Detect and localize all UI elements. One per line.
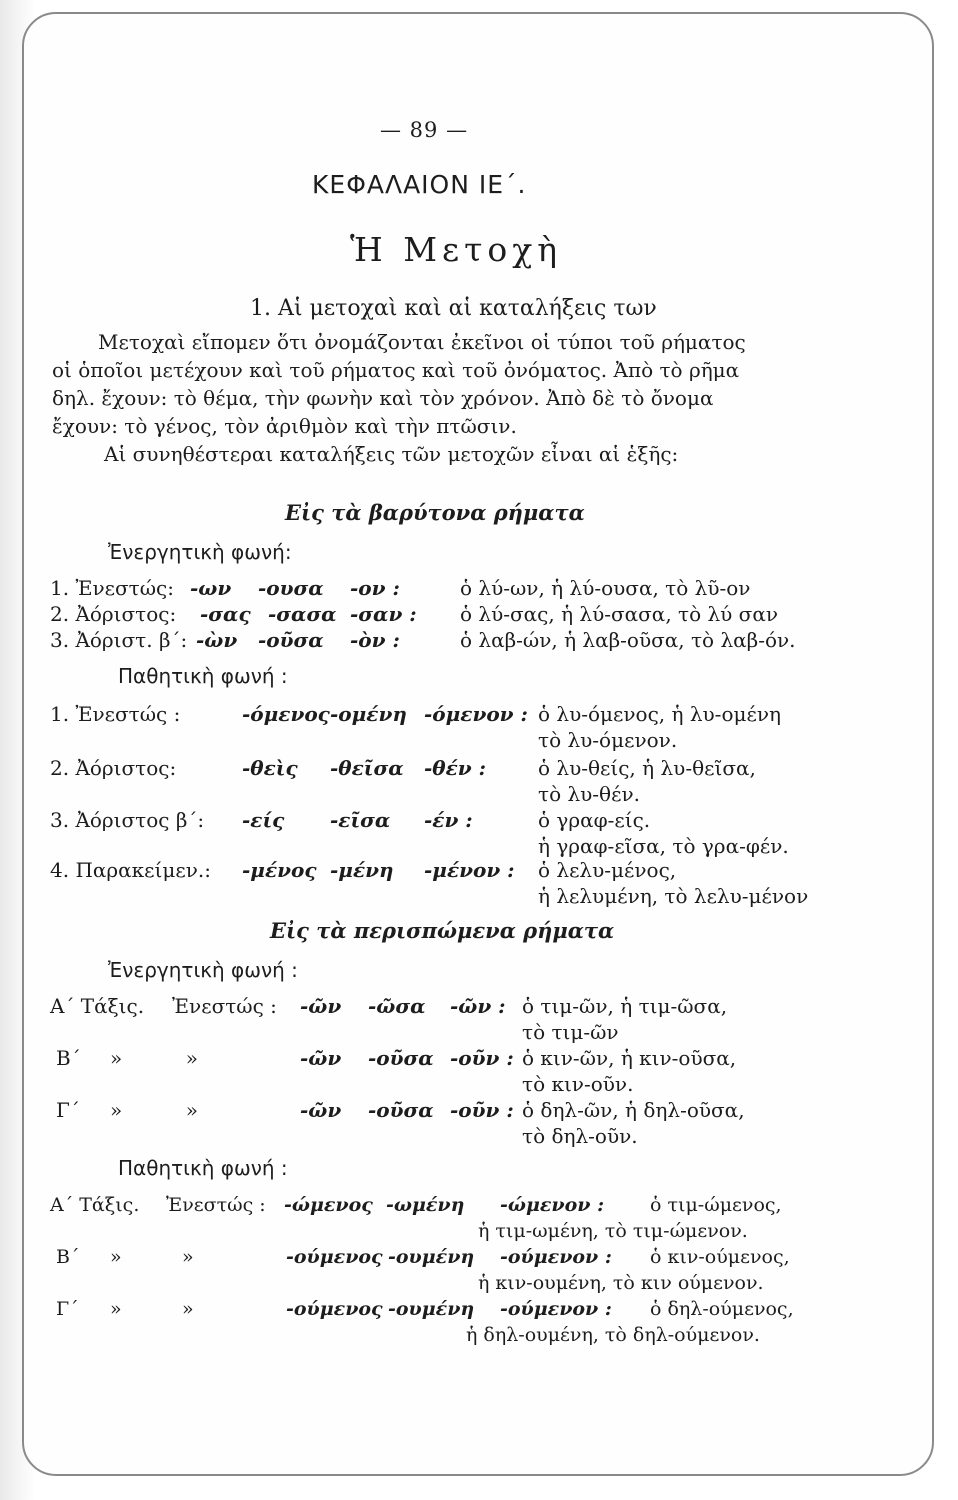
ending: -έν : <box>424 808 473 832</box>
ending: -σασα <box>268 602 337 626</box>
ditto-marks: » » <box>110 1298 194 1320</box>
ending: -ὸν : <box>350 628 400 652</box>
class-label: Α΄ Τάξις. <box>50 1194 140 1216</box>
example: ὁ λύ-ων, ἡ λύ-ουσα, τὸ λῦ-ον <box>460 576 751 600</box>
perispomena-heading: Εἰς τὰ περισπώμενα ρήματα <box>270 918 615 943</box>
tense-label: 2. Ἀόριστος: <box>50 756 177 780</box>
ending: -ούμενος <box>286 1246 383 1268</box>
perispomena-active-label: Ἐνεργητικὴ φωνή : <box>108 958 298 982</box>
example: ἡ λελυμένη, τὸ λελυ-μένον <box>538 884 809 908</box>
class-label: Β΄ <box>56 1046 81 1070</box>
ending: -θεῖσα <box>330 756 404 780</box>
class-label: Β΄ <box>56 1246 80 1268</box>
ending: -ώμενον : <box>500 1194 605 1216</box>
ending: -οῦν : <box>450 1046 514 1070</box>
example: ὁ τιμ-ῶν, ἡ τιμ-ῶσα, <box>522 994 728 1018</box>
ending: -μένη <box>330 858 394 882</box>
example: ἡ τιμ-ωμένη, τὸ τιμ-ώμενον. <box>478 1220 748 1242</box>
ending: -οῦσα <box>368 1098 434 1122</box>
ending: -ούμενος <box>286 1298 383 1320</box>
example: τὸ τιμ-ῶν <box>522 1020 619 1044</box>
ditto-marks: » » <box>110 1046 199 1070</box>
ending: -οῦν : <box>450 1098 514 1122</box>
chapter-heading: ΚΕΦΑΛΑΙΟΝ ΙΕ΄. <box>312 170 527 199</box>
ending: -ῶν <box>300 994 342 1018</box>
intro-line: ἔχουν: τὸ γένος, τὸν ἀριθμὸν καὶ τὴν πτῶσιν. <box>52 414 517 438</box>
ending: -ῶν <box>300 1098 342 1122</box>
class-label: Γ΄ <box>56 1298 79 1320</box>
page-number: — 89 — <box>380 118 469 142</box>
ending: -ον : <box>350 576 400 600</box>
page-title: Ἡ Μετοχὴ <box>350 230 563 269</box>
ending: -ουμένη <box>388 1298 475 1320</box>
tense-label: 2. Ἀόριστος: <box>50 602 177 626</box>
tense-label: 1. Ἐνεστώς: <box>50 576 174 600</box>
tense-label: 4. Παρακείμεν.: <box>50 858 211 882</box>
ending: -όμενος <box>242 702 330 726</box>
class-label: Γ΄ <box>56 1098 80 1122</box>
ending: -οῦσα <box>368 1046 434 1070</box>
example: τὸ λυ-όμενον. <box>538 728 678 752</box>
ending: -μένον : <box>424 858 515 882</box>
ending: -ῶσα <box>368 994 426 1018</box>
tense-label: Ἐνεστώς : <box>172 994 277 1018</box>
example: τὸ δηλ-οῦν. <box>522 1124 638 1148</box>
barytona-heading: Εἰς τὰ βαρύτονα ρήματα <box>285 500 585 525</box>
ending: -σας <box>200 602 251 626</box>
ending: -θεὶς <box>242 756 298 780</box>
example: ὁ γραφ-είς. <box>538 808 651 832</box>
ending: -ουμένη <box>388 1246 475 1268</box>
ending: -οῦσα <box>258 628 324 652</box>
intro-line: Μετοχαὶ εἴπομεν ὅτι ὀνομάζονται ἐκεῖνοι οἱ τύποι τοῦ ρήματος <box>98 330 746 354</box>
barytona-passive-label: Παθητικὴ φωνή : <box>118 664 288 688</box>
tense-label: 3. Ἀόριστ. β΄: <box>50 628 188 652</box>
ending: -θέν : <box>424 756 487 780</box>
ditto-marks: » » <box>110 1098 199 1122</box>
example: τὸ κιν-οῦν. <box>522 1072 634 1096</box>
ending: -όμενον : <box>424 702 528 726</box>
tense-label: 3. Ἀόριστος β΄: <box>50 808 205 832</box>
ending: -ων <box>190 576 232 600</box>
example: τὸ λυ-θέν. <box>538 782 640 806</box>
example: ὁ κιν-ούμενος, <box>650 1246 790 1268</box>
example: ὁ δηλ-ῶν, ἡ δηλ-οῦσα, <box>522 1098 745 1122</box>
ending: -ὼν <box>196 628 238 652</box>
example: ἡ κιν-ουμένη, τὸ κιν ούμενον. <box>478 1272 764 1294</box>
intro-line: Αἱ συνηθέστεραι καταλήξεις τῶν μετοχῶν εἶναι αἱ ἑξῆς: <box>104 442 679 466</box>
example: ἡ γραφ-εῖσα, τὸ γρα-φέν. <box>538 834 789 858</box>
example: ὁ λυ-όμενος, ἡ λυ-ομένη <box>538 702 781 726</box>
tense-label: Ἐνεστώς : <box>166 1194 266 1216</box>
intro-line: δηλ. ἔχουν: τὸ θέμα, τὴν φωνὴν καὶ τὸν χρόνον. Ἀπὸ δὲ τὸ ὄνομα <box>52 386 714 410</box>
ending: -μένος <box>242 858 317 882</box>
example: ὁ τιμ-ώμενος, <box>650 1194 782 1216</box>
example: ὁ λαβ-ών, ἡ λαβ-οῦσα, τὸ λαβ-όν. <box>460 628 796 652</box>
example: ὁ κιν-ῶν, ἡ κιν-οῦσα, <box>522 1046 737 1070</box>
ending: -είς <box>242 808 285 832</box>
intro-line: οἱ ὁποῖοι μετέχουν καὶ τοῦ ρήματος καὶ τοῦ ὀνόματος. Ἀπὸ τὸ ρῆμα <box>52 358 740 382</box>
barytona-active-label: Ἐνεργητικὴ φωνή: <box>108 540 292 564</box>
intro-paragraph <box>52 328 822 468</box>
example: ὁ λύ-σας, ἡ λύ-σασα, τὸ λύ σαν <box>460 602 778 626</box>
ending: -ῶν : <box>450 994 506 1018</box>
section-heading: 1. Αἱ μετοχαὶ καὶ αἱ καταλήξεις των <box>250 296 657 321</box>
ending: -ωμένη <box>386 1194 465 1216</box>
ending: -ῶν <box>300 1046 342 1070</box>
example: ὁ λυ-θείς, ἡ λυ-θεῖσα, <box>538 756 756 780</box>
ending: -ομένη <box>330 702 407 726</box>
ending: -εῖσα <box>330 808 391 832</box>
example: ὁ δηλ-ούμενος, <box>650 1298 794 1320</box>
ending: -ούμενον : <box>500 1298 612 1320</box>
ending: -ώμενος <box>284 1194 373 1216</box>
ending: -ουσα <box>258 576 324 600</box>
ending: -σαν : <box>350 602 417 626</box>
tense-label: 1. Ἐνεστώς : <box>50 702 181 726</box>
class-label: Α΄ Τάξις. <box>50 994 145 1018</box>
example: ὁ λελυ-μένος, <box>538 858 677 882</box>
example: ἡ δηλ-ουμένη, τὸ δηλ-ούμενον. <box>466 1324 760 1346</box>
perispomena-passive-label: Παθητικὴ φωνή : <box>118 1156 288 1180</box>
ditto-marks: » » <box>110 1246 194 1268</box>
ending: -ούμενον : <box>500 1246 612 1268</box>
